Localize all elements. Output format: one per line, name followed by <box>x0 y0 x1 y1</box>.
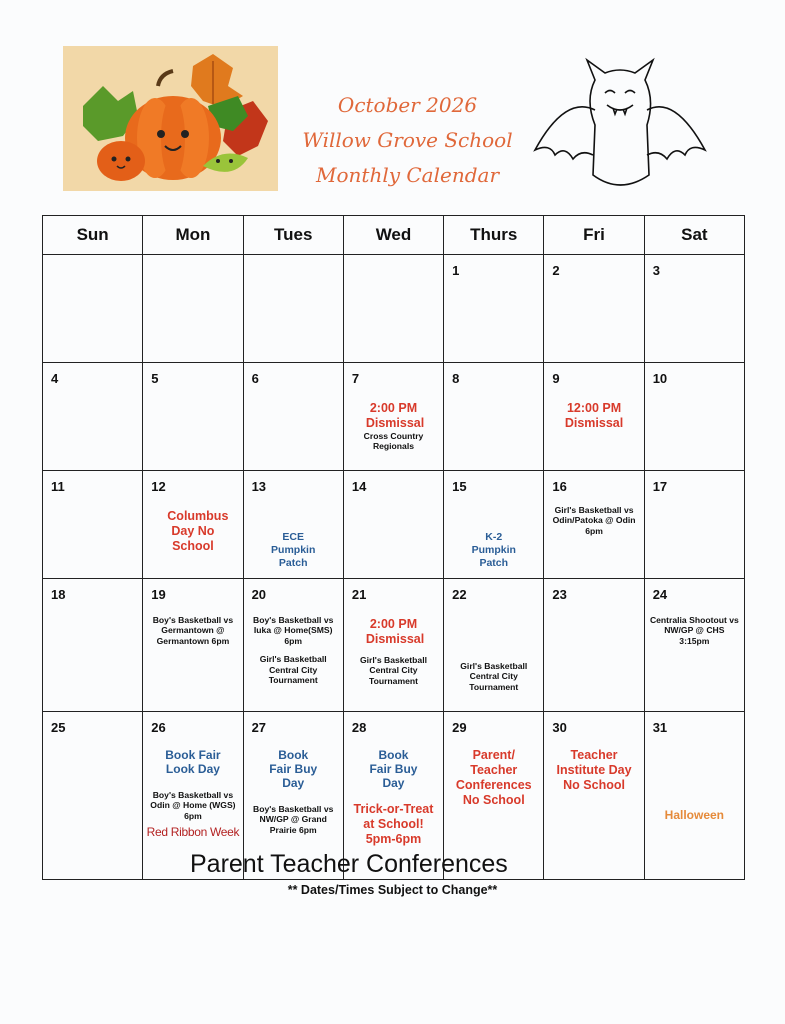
day-header-mon: Mon <box>143 216 243 255</box>
day-cell <box>644 362 744 470</box>
day-cell-empty <box>343 255 443 363</box>
day-cell <box>343 470 443 578</box>
event-field-trip: ECE Pumpkin Patch <box>271 530 316 569</box>
day-number: 31 <box>652 719 668 735</box>
day-header-sun: Sun <box>43 216 143 255</box>
day-number: 30 <box>552 719 567 735</box>
event-institute-day: Teacher Institute Day No School <box>556 747 632 792</box>
event-note: Boy's Basketball vs Odin @ Home (WGS) 6pm <box>150 789 236 821</box>
day-number: 29 <box>452 719 467 735</box>
day-cell <box>43 470 143 578</box>
day-cell <box>544 255 644 363</box>
day-number: 1 <box>452 263 460 278</box>
event-dismissal: 12:00 PM Dismissal <box>564 400 624 430</box>
event-book-fair: Book Fair Buy Day <box>369 747 418 790</box>
day-number: 27 <box>251 719 267 735</box>
day-cell <box>444 255 544 363</box>
event-note: Boy's Basketball vs Germantown @ Germantown 6pm <box>152 614 234 646</box>
title-month: October 2026 <box>337 93 478 117</box>
autumn-pumpkin-illustration <box>63 46 278 191</box>
title-subtitle: Monthly Calendar <box>316 163 499 187</box>
day-cell <box>143 362 243 470</box>
day-number: 4 <box>51 370 59 386</box>
day-number: 7 <box>351 370 360 386</box>
calendar-title <box>285 88 530 193</box>
day-cell <box>243 578 343 711</box>
day-number: 23 <box>552 586 567 602</box>
day-cell <box>444 470 544 578</box>
day-cell <box>444 362 544 470</box>
day-cell-empty <box>43 255 143 363</box>
event-note: Girl's Basketball Central City Tournament <box>259 654 327 686</box>
day-header-tue: Tues <box>243 216 343 255</box>
day-number: 21 <box>351 586 367 602</box>
event-halloween: Halloween <box>664 807 725 822</box>
day-number: 20 <box>251 586 267 602</box>
event-note: Boy's Basketball vs NW/GP @ Grand Prairie 6pm <box>253 803 334 835</box>
day-number: 26 <box>151 719 166 735</box>
day-number: 11 <box>51 478 65 494</box>
day-cell <box>644 578 744 711</box>
day-header-thu: Thurs <box>444 216 544 255</box>
day-number: 12 <box>151 478 166 494</box>
title-school: Willow Grove School <box>302 128 513 152</box>
footer-disclaimer: ** Dates/Times Subject to Change** <box>287 883 498 897</box>
day-number: 5 <box>151 370 159 386</box>
day-cell <box>343 578 443 711</box>
day-header-wed: Wed <box>343 216 443 255</box>
day-number: 16 <box>552 478 567 494</box>
day-number: 15 <box>452 478 467 494</box>
day-cell-empty <box>143 255 243 363</box>
day-cell-empty <box>243 255 343 363</box>
day-number: 28 <box>351 719 367 735</box>
event-holiday: Columbus Day No School <box>167 508 229 553</box>
event-note: Girl's Basketball Central City Tournament <box>359 654 427 686</box>
day-cell <box>644 255 744 363</box>
day-number: 18 <box>51 586 66 602</box>
event-note: Cross Country Regionals <box>363 430 424 452</box>
day-cell <box>143 578 243 711</box>
day-number: 3 <box>652 263 660 278</box>
day-cell <box>644 470 744 578</box>
calendar-grid <box>42 215 745 880</box>
event-red-ribbon-week: Red Ribbon Week <box>146 825 240 840</box>
day-number: 6 <box>251 370 259 386</box>
event-note: Girl's Basketball Central City Tournament <box>460 660 528 692</box>
day-number: 19 <box>151 586 166 602</box>
event-book-fair: Book Fair Buy Day <box>269 747 318 790</box>
day-cell <box>43 362 143 470</box>
event-note: Centralia Shootout vs NW/GP @ CHS 3:15pm <box>649 614 739 646</box>
event-conferences: Parent/ Teacher Conferences No School <box>455 747 532 807</box>
day-number: 10 <box>652 370 668 386</box>
day-cell <box>444 578 544 711</box>
day-number: 9 <box>552 370 560 386</box>
day-cell <box>143 470 243 578</box>
day-number: 22 <box>452 586 467 602</box>
day-number: 14 <box>351 478 367 494</box>
day-header-sat: Sat <box>644 216 744 255</box>
day-cell <box>544 470 644 578</box>
event-trick-or-treat: Trick-or-Treat at School! 5pm-6pm <box>353 801 434 846</box>
day-number: 8 <box>452 370 460 386</box>
day-cell <box>43 711 143 879</box>
day-cell <box>544 578 644 711</box>
day-number: 24 <box>652 586 668 602</box>
day-number: 2 <box>552 263 560 278</box>
day-cell <box>544 711 644 879</box>
bat-illustration <box>525 55 715 195</box>
day-cell <box>243 470 343 578</box>
day-cell <box>343 362 443 470</box>
event-note: Girl's Basketball vs Odin/Patoka @ Odin 6pm <box>552 504 636 536</box>
day-number: 25 <box>51 719 66 735</box>
day-number: 17 <box>652 478 668 494</box>
event-note: Boy's Basketball vs Iuka @ Home(SMS) 6pm <box>253 614 334 646</box>
event-book-fair: Book Fair Look Day <box>165 747 221 776</box>
parent-teacher-conferences-banner: Parent Teacher Conferences <box>190 850 508 878</box>
event-field-trip: K-2 Pumpkin Patch <box>471 530 516 569</box>
event-dismissal: 2:00 PM Dismissal <box>365 400 425 430</box>
day-header-fri: Fri <box>544 216 644 255</box>
day-cell <box>243 362 343 470</box>
day-cell <box>544 362 644 470</box>
event-dismissal: 2:00 PM Dismissal <box>365 616 425 646</box>
day-cell <box>43 578 143 711</box>
day-cell <box>644 711 744 879</box>
day-number: 13 <box>251 478 267 494</box>
